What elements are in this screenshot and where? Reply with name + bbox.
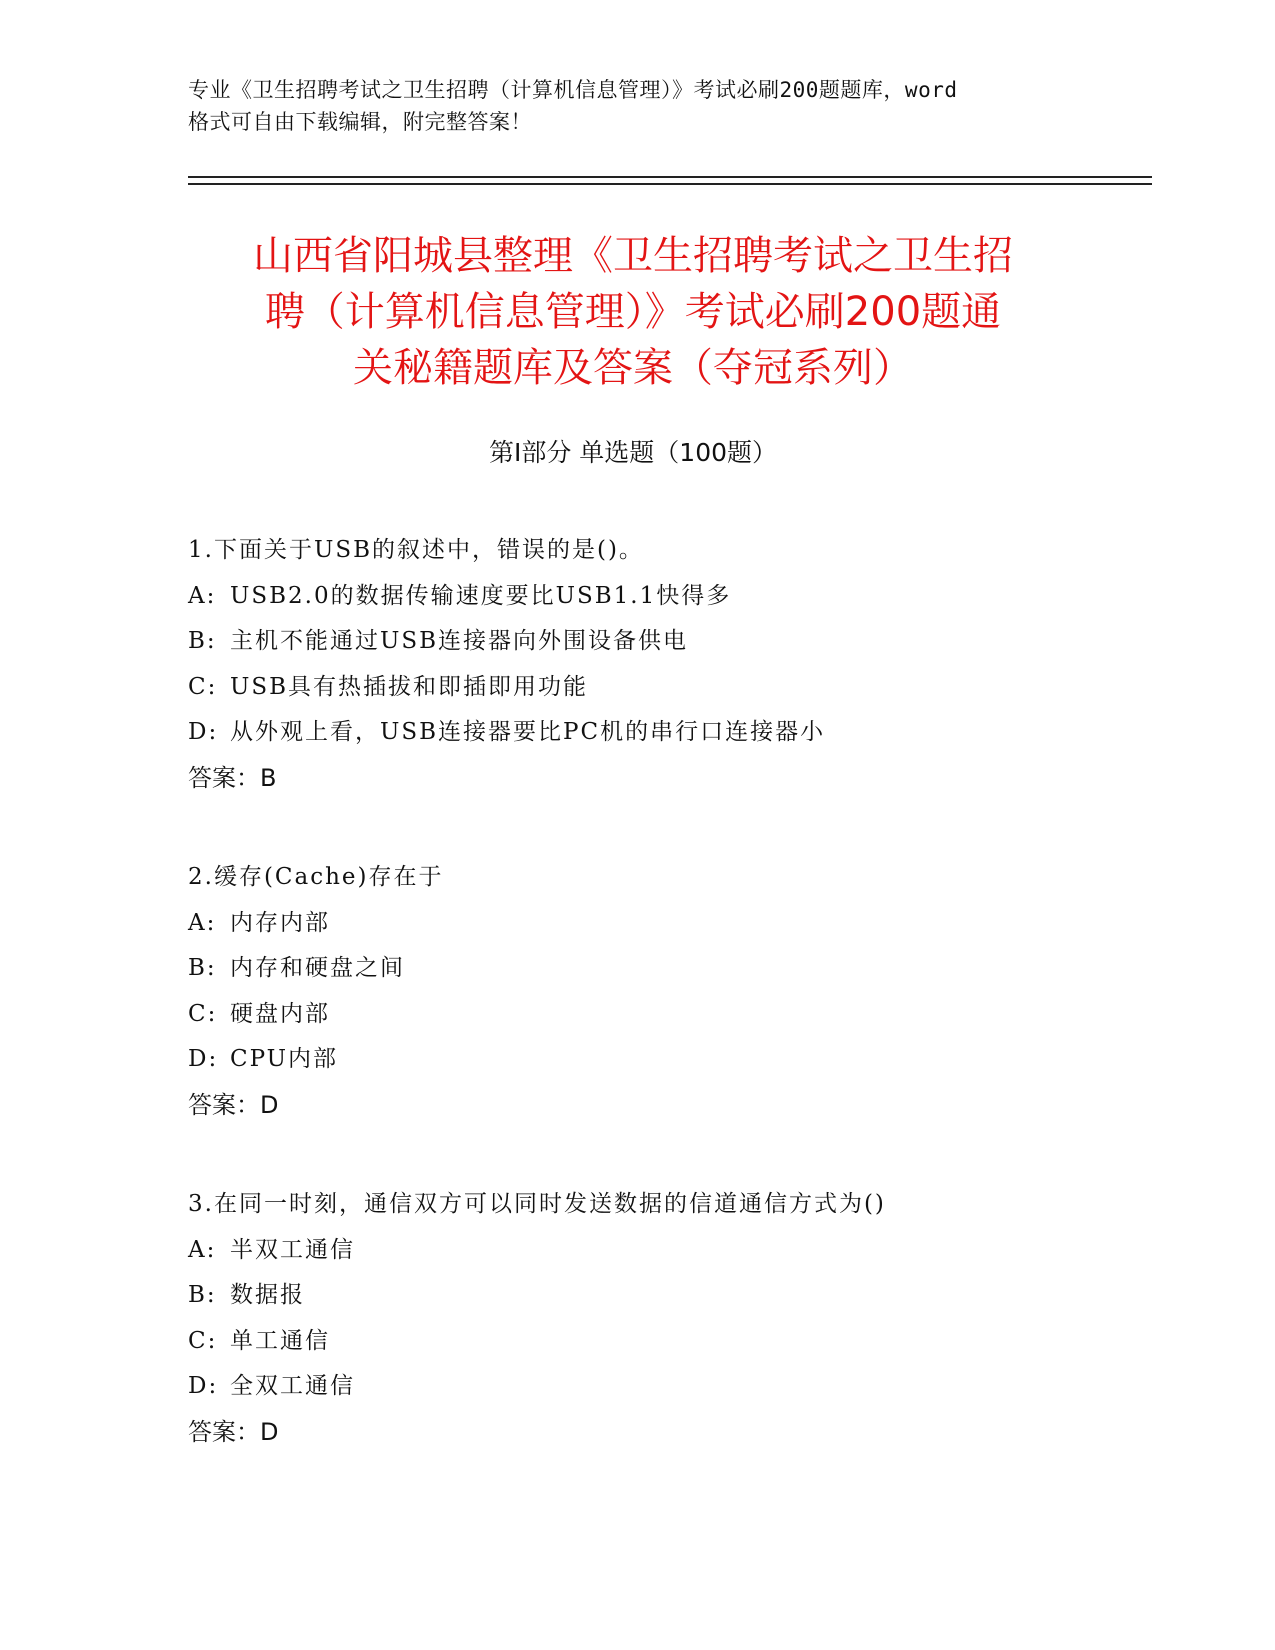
question-2 [188, 855, 1088, 1128]
answer-text: 答案：B [188, 763, 277, 792]
option-key: B: [188, 1282, 217, 1308]
option-text: USB2.0的数据传输速度要比USB1.1快得多 [230, 582, 732, 609]
option-d [188, 1037, 1088, 1083]
option-a [188, 901, 1088, 947]
option-key: A: [188, 582, 217, 609]
option-key: D: [188, 1046, 219, 1072]
header-divider-top [188, 176, 1152, 178]
option-c [188, 1319, 1088, 1365]
option-d [188, 1364, 1088, 1410]
document-title-line-1: 山西省阳城县整理《卫生招聘考试之卫生招 [253, 233, 1013, 279]
header-divider-bottom [188, 183, 1152, 185]
header-note-line-2: 格式可自由下载编辑，附完整答案！ [188, 110, 532, 134]
option-b [188, 946, 1088, 992]
option-c [188, 665, 1088, 711]
option-key: C: [188, 673, 218, 700]
option-key: C: [188, 1000, 218, 1027]
answer-text: 答案：D [188, 1090, 279, 1119]
header-note [188, 74, 1088, 138]
document-title-line-3: 关秘籍题库及答案（夺冠系列） [353, 345, 913, 391]
question-1 [188, 528, 1088, 801]
section-title: 第Ⅰ部分 单选题（100题） [488, 438, 778, 467]
document-title-line-2: 聘（计算机信息管理）》考试必刷200题通 [264, 289, 1002, 335]
answer-text: 答案：D [188, 1417, 279, 1446]
option-key: D: [188, 719, 219, 745]
option-text: 半双工通信 [230, 1236, 355, 1263]
option-text: 主机不能通过USB连接器向外围设备供电 [230, 628, 689, 654]
option-key: C: [188, 1327, 218, 1354]
question-list [188, 528, 1088, 1509]
option-key: B: [188, 955, 217, 981]
option-text: 从外观上看，USB连接器要比PC机的串行口连接器小 [230, 719, 826, 745]
option-b [188, 619, 1088, 665]
option-key: D: [188, 1373, 219, 1399]
question-stem: 1.下面关于USB的叙述中，错误的是()。 [188, 537, 644, 563]
option-a [188, 574, 1088, 620]
option-c [188, 992, 1088, 1038]
option-key: A: [188, 909, 217, 936]
option-text: 数据报 [230, 1282, 305, 1308]
option-a [188, 1228, 1088, 1274]
option-text: CPU内部 [230, 1046, 339, 1072]
question-stem: 3.在同一时刻，通信双方可以同时发送数据的信道通信方式为() [188, 1191, 886, 1217]
option-text: 内存内部 [230, 909, 330, 936]
option-text: USB具有热插拔和即插即用功能 [230, 673, 589, 700]
document-title [188, 228, 1078, 396]
option-b [188, 1273, 1088, 1319]
option-text: 单工通信 [230, 1327, 330, 1354]
question-stem: 2.缓存(Cache)存在于 [188, 864, 444, 890]
header-note-line-1: 专业《卫生招聘考试之卫生招聘（计算机信息管理）》考试必刷200题题库，word [188, 78, 958, 102]
question-3 [188, 1182, 1088, 1455]
option-key: A: [188, 1236, 217, 1263]
option-key: B: [188, 628, 217, 654]
option-text: 内存和硬盘之间 [230, 955, 405, 981]
option-text: 全双工通信 [230, 1373, 355, 1399]
option-d [188, 710, 1088, 756]
option-text: 硬盘内部 [230, 1000, 330, 1027]
